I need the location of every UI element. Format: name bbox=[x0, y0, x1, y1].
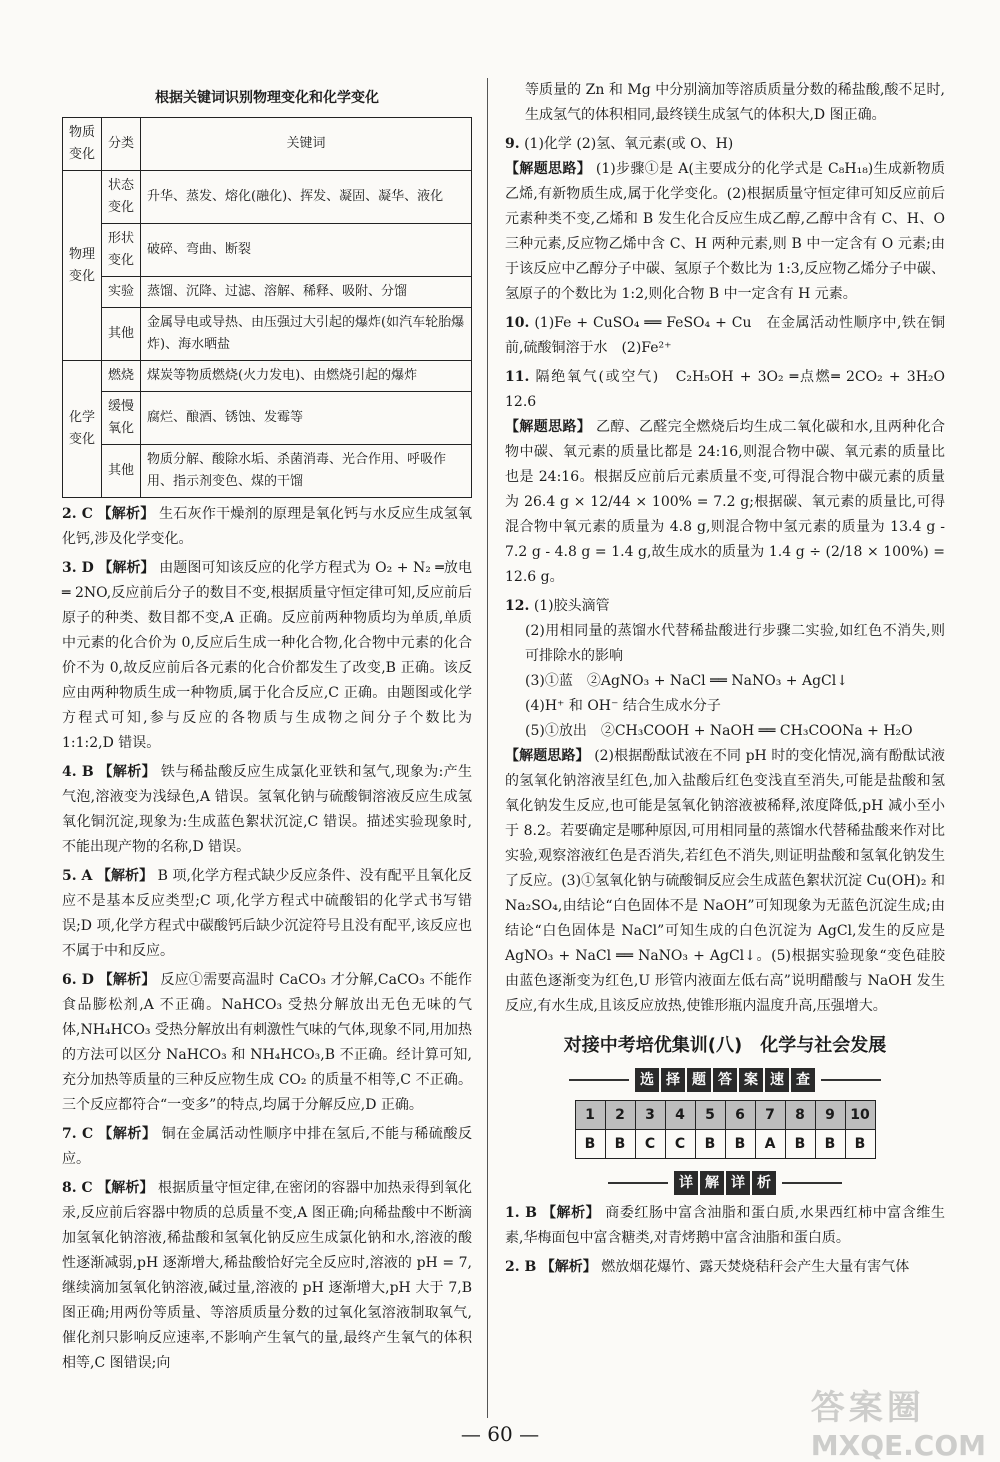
answer-number: 10 bbox=[845, 1101, 875, 1130]
banner-char: 速 bbox=[765, 1068, 789, 1092]
banner-char: 选 bbox=[635, 1068, 659, 1092]
watermark-text: 答案圈 bbox=[810, 1388, 925, 1428]
item-detail: (2)根据酚酞试液在不同 pH 时的变化情况,滴有酚酞试液的氢氧化钠溶液呈红色,加入盐酸后红色变浅直至消失,可能是盐酸和氢氧化钠发生反应,也可能是氢氧化钠溶液被稀释,浓度降低,pH 减小至小于 8.2。若要确定是哪种原因,可用相同量的蒸馏水代替稀盐酸来作对比实验,观察溶液红色是否消失,若红色不消失,则证明盐酸和氢氧化钠发生了反应。(3)①氢氧化钠与硫酸铜反应会生成蓝色絮状沉淀 Cu(OH)₂ 和 Na₂SO₄,由结论“白色固体不是 NaOH”可知现象为无蓝色沉淀生成;由结论“白色固体是 NaCl”可知生成的白色沉淀为 AgCl,发生的反应是 AgNO₃ + NaCl ══ NaNO₃ + AgCl↓。(5)根据实验现象“变色硅胶由蓝色逐渐变为红色,U 形管内液面左低右高”说明醋酸与 NaOH 发生反应,有水生成,且该反应放热,使锥形瓶内温度升高,压强增大。 bbox=[505, 748, 946, 1014]
table-row bbox=[63, 308, 472, 361]
table-header-row bbox=[63, 118, 472, 171]
item-number: 2. C bbox=[62, 506, 93, 522]
item-text: 由题图可知该反应的化学方程式为 O₂ + N₂ ═放电═ 2NO,反应前后分子的数目不变,根据质量守恒定律可知,反应前后原子的种类、数目都不变,A 正确。反应前两种物质均为单质,单质中元素的化合价为 0,反应后生成一种化合物,化合物中元素的化合价不为 0,故反应前后各元素的化合价都发生了改变,B 正确。该反应由两种物质生成一种物质,属于化合反应,C 正确。由题图或化学方程式可知,参与反应的各物质与生成物之间分子个数比为 1:1:2,D 错误。 bbox=[62, 560, 473, 751]
table-row bbox=[63, 277, 472, 308]
item-number: 7. C bbox=[62, 1126, 94, 1142]
answer-item bbox=[62, 1176, 472, 1376]
item-text: 铁与稀盐酸反应生成氯化亚铁和氢气,现象为:产生气泡,溶液变为浅绿色,A 错误。氢氧化钠与硫酸铜溶液反应生成氢氧化铜沉淀,现象为:生成蓝色絮状沉淀,C 错误。描述实验现象时,不能出现产物的名称,D 错误。 bbox=[62, 764, 473, 855]
answer-letter-row bbox=[575, 1130, 875, 1159]
page-number: — 60 — bbox=[460, 1422, 540, 1446]
item-line: (1)胶头滴管 bbox=[533, 598, 610, 614]
item-text: 反应①需要高温时 CaCO₃ 才分解,CaCO₃ 不能作食品膨松剂,A 不正确。NaHCO₃ 受热分解放出无色无味的气体,NH₄HCO₃ 受热分解放出有刺激性气味的气体,现象不同,用加热的方法可以区分 NaHCO₃ 和 NH₄HCO₃,B 不正确。经计算可知,充分加热等质量的三种反应物生成 CO₂ 的质量不相等,C 不正确。三个反应都符合“一变多”的特点,均属于分解反应,D 正确。 bbox=[62, 972, 472, 1113]
keyword-cell: 蒸馏、沉降、过滤、溶解、稀释、吸附、分馏 bbox=[141, 277, 472, 308]
banner-char: 析 bbox=[752, 1171, 776, 1195]
answer-letter: C bbox=[665, 1130, 695, 1159]
keyword-cell: 升华、蒸发、熔化(融化)、挥发、凝固、凝华、液化 bbox=[141, 171, 472, 224]
analysis-tag: 【解析】 bbox=[98, 972, 156, 988]
answer-number: 8 bbox=[785, 1101, 815, 1130]
answer-item bbox=[62, 556, 472, 756]
quick-answer-banner bbox=[505, 1068, 945, 1092]
answer-letter: B bbox=[815, 1130, 845, 1159]
banner-line bbox=[608, 1182, 668, 1184]
item-number: 4. B bbox=[62, 764, 94, 780]
category-cell: 其他 bbox=[102, 308, 141, 361]
item-number: 12. bbox=[505, 598, 530, 614]
answer-item bbox=[505, 132, 945, 307]
solution-tag: 【解题思路】 bbox=[505, 748, 590, 764]
column-divider bbox=[487, 78, 488, 1418]
watermark-url: MXQE.COM bbox=[810, 1429, 986, 1462]
banner-line bbox=[569, 1079, 629, 1081]
answer-item bbox=[505, 365, 960, 590]
banner-char: 择 bbox=[661, 1068, 685, 1092]
item-number: 3. D bbox=[62, 560, 94, 576]
left-column bbox=[62, 78, 472, 1376]
item-number: 1. B bbox=[505, 1205, 537, 1221]
analysis-tag: 【解析】 bbox=[96, 868, 154, 884]
answer-number: 2 bbox=[605, 1101, 635, 1130]
answer-letter: B bbox=[605, 1130, 635, 1159]
item-number: 6. D bbox=[62, 972, 94, 988]
detailed-analysis-banner bbox=[505, 1171, 945, 1195]
category-cell: 缓慢 氧化 bbox=[102, 392, 141, 445]
item-number: 8. C bbox=[62, 1180, 93, 1196]
banner-char: 答 bbox=[713, 1068, 737, 1092]
answer-number: 3 bbox=[635, 1101, 665, 1130]
banner-char: 查 bbox=[791, 1068, 815, 1092]
answer-number: 6 bbox=[725, 1101, 755, 1130]
right-column bbox=[505, 78, 960, 1280]
item-detail: (1)步骤①是 A(主要成分的化学式是 C₈H₁₈)生成新物质乙烯,有新物质生成,属于化学变化。(2)根据质量守恒定律可知反应前后元素种类不变,乙烯和 B 发生化合反应生成乙醇,乙醇中含有 C、H、O 三种元素,反应物乙烯中含 C、H 两种元素,则 B 中一定含有 O 元素;由于该反应中乙醇分子中碳、氢原子个数比为 1:3,反应物乙烯分子中碳、氢原子的个数比为 1:2,则化合物 B 中一定含有 H 元素。 bbox=[505, 161, 945, 302]
item-text: 商委红肠中富含油脂和蛋白质,水果西红柿中富含维生素,华梅面包中富含糖类,对青烤鹅中富含油脂和蛋白质。 bbox=[505, 1205, 946, 1246]
analysis-tag: 【解析】 bbox=[98, 764, 156, 780]
keyword-cell: 腐烂、酿酒、锈蚀、发霉等 bbox=[141, 392, 472, 445]
answer-number-row bbox=[575, 1101, 875, 1130]
item-text: 燃放烟花爆竹、露天焚烧秸秆会产生大量有害气体 bbox=[601, 1259, 910, 1275]
physical-label: 物理 变化 bbox=[63, 171, 102, 361]
answer-letter: B bbox=[845, 1130, 875, 1159]
analysis-tag: 【解析】 bbox=[97, 506, 155, 522]
table-title: 根据关键词识别物理变化和化学变化 bbox=[155, 90, 379, 106]
item-text: 生石灰作干燥剂的原理是氧化钙与水反应生成氢氧化钙,涉及化学变化。 bbox=[62, 506, 473, 547]
item-number: 11. bbox=[505, 369, 530, 385]
keyword-cell: 金属导电或导热、由压强过大引起的爆炸(如汽车轮胎爆炸)、海水晒盐 bbox=[141, 308, 472, 361]
answer-item bbox=[505, 1255, 945, 1280]
answer-number: 5 bbox=[695, 1101, 725, 1130]
answer-item bbox=[505, 1201, 945, 1251]
section-title: 对接中考培优集训(八) 化学与社会发展 bbox=[563, 1035, 887, 1056]
answer-key-table bbox=[575, 1100, 876, 1159]
answer-item bbox=[62, 760, 472, 860]
banner-char: 详 bbox=[726, 1171, 750, 1195]
answer-item-12 bbox=[505, 594, 945, 1019]
item-number: 10. bbox=[505, 315, 530, 331]
item-line: (4)H⁺ 和 OH⁻ 结合生成水分子 bbox=[525, 698, 721, 714]
item-line: (3)①蓝 ②AgNO₃ + NaCl ══ NaNO₃ + AgCl↓ bbox=[525, 673, 848, 689]
item-text: 根据质量守恒定律,在密闭的容器中加热汞得到氧化汞,反应前后容器中物质的总质量不变,A 图正确;向稀盐酸中不断滴加氢氧化钠溶液,稀盐酸和氢氧化钠反应生成氯化钠和水,溶液的酸性逐渐减弱,pH 逐渐增大,稀盐酸恰好完全反应时,溶液的 pH = 7,继续滴加氢氧化钠溶液,碱过量,溶液的 pH 逐渐增大,pH 大于 7,B 图正确;用两份等质量、等溶质质量分数的过氧化氢溶液制取氧气,催化剂只影响反应速率,不影响产生氧气的量,最终产生氧气的体积相等,C 图错误;向 bbox=[62, 1180, 473, 1371]
item-text: B 项,化学方程式缺少反应条件、没有配平且氧化反应不是基本反应类型;C 项,化学方程式中硫酸铝的化学式书写错误;D 项,化学方程式中碳酸钙后缺少沉淀符号且没有配平,该反应也不属于中和反应。 bbox=[62, 868, 473, 959]
analysis-tag: 【解析】 bbox=[98, 560, 155, 576]
analysis-tag: 【解析】 bbox=[540, 1259, 597, 1275]
category-cell: 燃烧 bbox=[102, 361, 141, 392]
answer-item bbox=[62, 864, 472, 964]
keyword-table bbox=[62, 117, 472, 498]
table-row bbox=[63, 171, 472, 224]
analysis-tag: 【解析】 bbox=[98, 1126, 157, 1142]
item-number: 5. A bbox=[62, 868, 93, 884]
answer-item bbox=[505, 311, 945, 361]
banner-char: 案 bbox=[739, 1068, 763, 1092]
item-text: 隔绝氧气(或空气) C₂H₅OH + 3O₂ ═点燃═ 2CO₂ + 3H₂O 12.6 bbox=[505, 369, 960, 410]
category-cell: 其他 bbox=[102, 445, 141, 498]
answer-number: 1 bbox=[575, 1101, 605, 1130]
solution-tag: 【解题思路】 bbox=[505, 161, 592, 177]
banner-line bbox=[782, 1182, 842, 1184]
answer-item bbox=[62, 1122, 472, 1172]
table-row bbox=[63, 392, 472, 445]
analysis-tag: 【解析】 bbox=[97, 1180, 154, 1196]
keyword-cell: 破碎、弯曲、断裂 bbox=[141, 224, 472, 277]
table-row bbox=[63, 361, 472, 392]
item-text: (1)Fe + CuSO₄ ══ FeSO₄ + Cu 在金属活动性顺序中,铁在铜前,硫酸铜溶于水 (2)Fe²⁺ bbox=[505, 315, 946, 356]
banner-char: 解 bbox=[700, 1171, 724, 1195]
banner-char: 详 bbox=[674, 1171, 698, 1195]
solution-tag: 【解题思路】 bbox=[505, 419, 592, 435]
category-cell: 状态 变化 bbox=[102, 171, 141, 224]
category-cell: 形状 变化 bbox=[102, 224, 141, 277]
banner-char: 题 bbox=[687, 1068, 711, 1092]
answer-letter: B bbox=[575, 1130, 605, 1159]
item-number: 2. B bbox=[505, 1259, 537, 1275]
answer-number: 4 bbox=[665, 1101, 695, 1130]
answer-number: 9 bbox=[815, 1101, 845, 1130]
keyword-cell: 物质分解、酸除水垢、杀菌消毒、光合作用、呼吸作用、指示剂变色、煤的干馏 bbox=[141, 445, 472, 498]
item-line: (2)用相同量的蒸馏水代替稀盐酸进行步骤二实验,如红色不消失,则可排除水的影响 bbox=[525, 623, 945, 664]
continued-text: 等质量的 Zn 和 Mg 中分别滴加等溶质质量分数的稀盐酸,酸不足时,生成氢气的体积相同,最终镁生成氢气的体积大,D 图正确。 bbox=[525, 82, 945, 123]
chemical-label: 化学 变化 bbox=[63, 361, 102, 498]
banner-line bbox=[821, 1079, 881, 1081]
item-line: (5)①放出 ②CH₃COOH + NaOH ══ CH₃COONa + H₂O bbox=[525, 723, 913, 739]
answer-letter: B bbox=[785, 1130, 815, 1159]
analysis-tag: 【解析】 bbox=[541, 1205, 601, 1221]
answer-letter: B bbox=[695, 1130, 725, 1159]
header-change: 物质 变化 bbox=[63, 118, 102, 171]
keyword-cell: 煤炭等物质燃烧(火力发电)、由燃烧引起的爆炸 bbox=[141, 361, 472, 392]
header-category: 分类 bbox=[102, 118, 141, 171]
answer-letter: B bbox=[725, 1130, 755, 1159]
answer-item bbox=[62, 968, 472, 1118]
item-text: 铜在金属活动性顺序中排在氢后,不能与稀硫酸反应。 bbox=[62, 1126, 473, 1167]
item-text: (1)化学 (2)氢、氧元素(或 O、H) bbox=[524, 136, 734, 152]
watermark-logo bbox=[811, 1380, 986, 1462]
header-keyword: 关键词 bbox=[141, 118, 472, 171]
item-detail: 乙醇、乙醛完全燃烧后均生成二氧化碳和水,且两种化合物中碳、氧元素的质量比都是 24:16,则混合物中碳、氧元素的质量比也是 24:16。根据反应前后元素质量不变,可得混合物中碳元素的质量为 26.4 g × 12/44 × 100% = 7.2 g;根据碳、氧元素的质量比,可得混合物中氧元素的质量为 4.8 g,则混合物中氢元素的质量为 13.4 g - 7.2 g - 4.8 g = 1.4 g,故生成水的质量为 1.4 g ÷ (2/18 × 100%) = 12.6 g。 bbox=[505, 419, 946, 585]
answer-letter: A bbox=[755, 1130, 785, 1159]
table-row bbox=[63, 445, 472, 498]
answer-item bbox=[62, 502, 472, 552]
category-cell: 实验 bbox=[102, 277, 141, 308]
answer-letter: C bbox=[635, 1130, 665, 1159]
table-row bbox=[63, 224, 472, 277]
answer-number: 7 bbox=[755, 1101, 785, 1130]
item-number: 9. bbox=[505, 136, 520, 152]
